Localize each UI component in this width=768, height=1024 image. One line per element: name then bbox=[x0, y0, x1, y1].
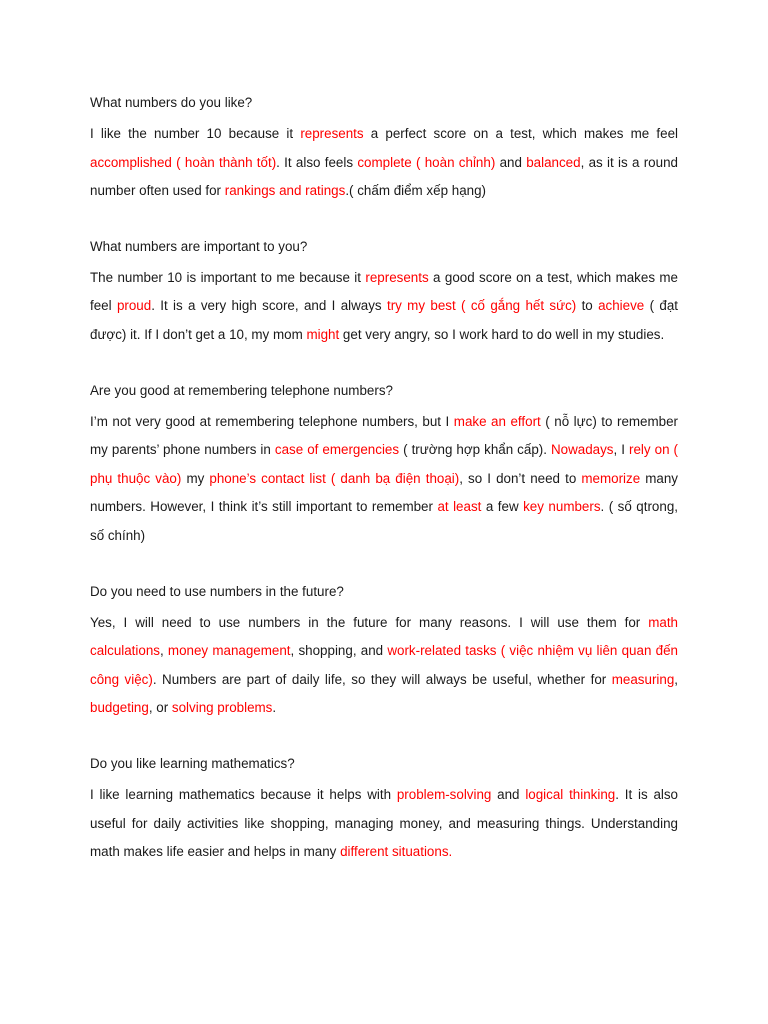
answer-text: I like learning mathematics because it helps with bbox=[90, 786, 397, 802]
highlighted-phrase: at least bbox=[437, 499, 482, 515]
highlighted-phrase: key numbers bbox=[523, 499, 601, 515]
answer-text: The number 10 is important to me because it bbox=[90, 269, 366, 285]
highlighted-phrase: solving problems bbox=[171, 700, 273, 716]
qa-section-learning-mathematics bbox=[90, 752, 678, 867]
answer-text: and bbox=[495, 154, 527, 170]
answer-text: . It also feels bbox=[276, 154, 358, 170]
question-heading: Do you like learning mathematics? bbox=[90, 755, 295, 771]
highlighted-phrase: memorize bbox=[581, 470, 641, 486]
highlighted-phrase: proud bbox=[116, 298, 152, 314]
qa-section-important-numbers bbox=[90, 235, 678, 350]
question-heading: What numbers are important to you? bbox=[90, 238, 308, 254]
highlighted-phrase: might bbox=[306, 326, 340, 342]
answer-text: my bbox=[181, 470, 210, 486]
highlighted-phrase: logical thinking bbox=[525, 786, 616, 802]
highlighted-phrase: accomplished ( hoàn thành tốt) bbox=[90, 154, 277, 170]
answer-text: , or bbox=[148, 700, 172, 716]
highlighted-phrase: represents bbox=[300, 126, 364, 141]
answer-text: Yes, I will need to use numbers in the future for many reasons. I will use them for bbox=[90, 614, 649, 630]
highlighted-phrase: budgeting bbox=[90, 700, 149, 716]
answer-text: .( chấm điểm xếp hạng) bbox=[345, 183, 486, 199]
answer-text: , bbox=[674, 671, 679, 687]
answer-text: . It is also useful for daily activities like shopping, managing money, and measuring things. Understanding math makes life easier and helps in many bbox=[90, 786, 679, 860]
highlighted-phrase: complete ( hoàn chỉnh) bbox=[357, 154, 496, 170]
highlighted-phrase: case of emergencies bbox=[274, 442, 400, 458]
document-body bbox=[90, 91, 678, 867]
qa-section-numbers-in-future bbox=[90, 580, 678, 723]
highlighted-phrase: achieve bbox=[598, 298, 645, 314]
answer-text: and bbox=[491, 786, 526, 802]
highlighted-phrase: rankings and ratings bbox=[224, 183, 346, 199]
highlighted-phrase: represents bbox=[365, 269, 429, 285]
highlighted-phrase: problem-solving bbox=[396, 786, 492, 802]
highlighted-phrase: Nowadays bbox=[550, 442, 614, 458]
question-heading: Do you need to use numbers in the future? bbox=[90, 583, 344, 599]
answer-text: , so I don’t need to bbox=[459, 470, 582, 486]
answer-text: I’m not very good at remembering telephone numbers, but I bbox=[90, 413, 454, 429]
qa-section-telephone-numbers bbox=[90, 379, 678, 551]
highlighted-phrase: rely on ( phụ thuộc vào) bbox=[90, 442, 678, 486]
highlighted-phrase: balanced bbox=[526, 154, 581, 170]
answer-paragraph bbox=[90, 609, 678, 723]
answer-text: ( nỗ lực) to remember my parents’ phone numbers in bbox=[90, 413, 679, 458]
answer-text: , shopping, and bbox=[290, 643, 388, 659]
answer-text: . Numbers are part of daily life, so they will always be useful, whether for bbox=[152, 671, 612, 687]
answer-text: a good score on a test, which makes me feel bbox=[90, 269, 678, 314]
highlighted-phrase: measuring bbox=[611, 671, 675, 687]
answer-text: . ( số qtrong, số chính) bbox=[90, 499, 678, 543]
answer-paragraph bbox=[90, 120, 678, 206]
highlighted-phrase: math calculations bbox=[90, 614, 678, 659]
answer-text: . It is a very high score, and I always bbox=[151, 298, 387, 314]
highlighted-phrase: different situations. bbox=[340, 844, 453, 860]
answer-text: to bbox=[576, 298, 599, 314]
answer-text: get very angry, so I work hard to do well in my studies. bbox=[339, 326, 665, 342]
answer-text: , bbox=[159, 643, 168, 659]
highlighted-phrase: make an effort bbox=[453, 413, 541, 429]
highlighted-phrase: phone’s contact list ( danh bạ điện thoại) bbox=[209, 470, 460, 486]
answer-text: I like the number 10 because it bbox=[90, 126, 301, 141]
answer-text: ( đạt được) it. If I don’t get a 10, my mom bbox=[90, 298, 679, 342]
highlighted-phrase: money management bbox=[167, 643, 291, 659]
answer-text: . bbox=[272, 700, 277, 716]
answer-paragraph bbox=[90, 264, 678, 350]
question-heading: What numbers do you like? bbox=[90, 95, 253, 110]
answer-text: , as it is a round number often used for bbox=[90, 154, 678, 199]
qa-section-numbers-you-like bbox=[90, 91, 678, 206]
answer-paragraph bbox=[90, 781, 678, 867]
highlighted-phrase: work-related tasks ( việc nhiệm vụ liên quan đến công việc) bbox=[90, 643, 678, 687]
answer-text: many numbers. However, I think it’s still important to remember bbox=[90, 470, 678, 515]
highlighted-phrase: try my best ( cố gắng hết sức) bbox=[386, 298, 577, 314]
question-heading: Are you good at remembering telephone numbers? bbox=[90, 382, 393, 398]
answer-text: , I bbox=[613, 442, 630, 458]
answer-text: a perfect score on a test, which makes me feel bbox=[363, 126, 679, 141]
answer-paragraph bbox=[90, 408, 678, 551]
answer-text: a few bbox=[481, 499, 524, 515]
answer-text: ( trường hợp khẩn cấp). bbox=[399, 442, 551, 458]
